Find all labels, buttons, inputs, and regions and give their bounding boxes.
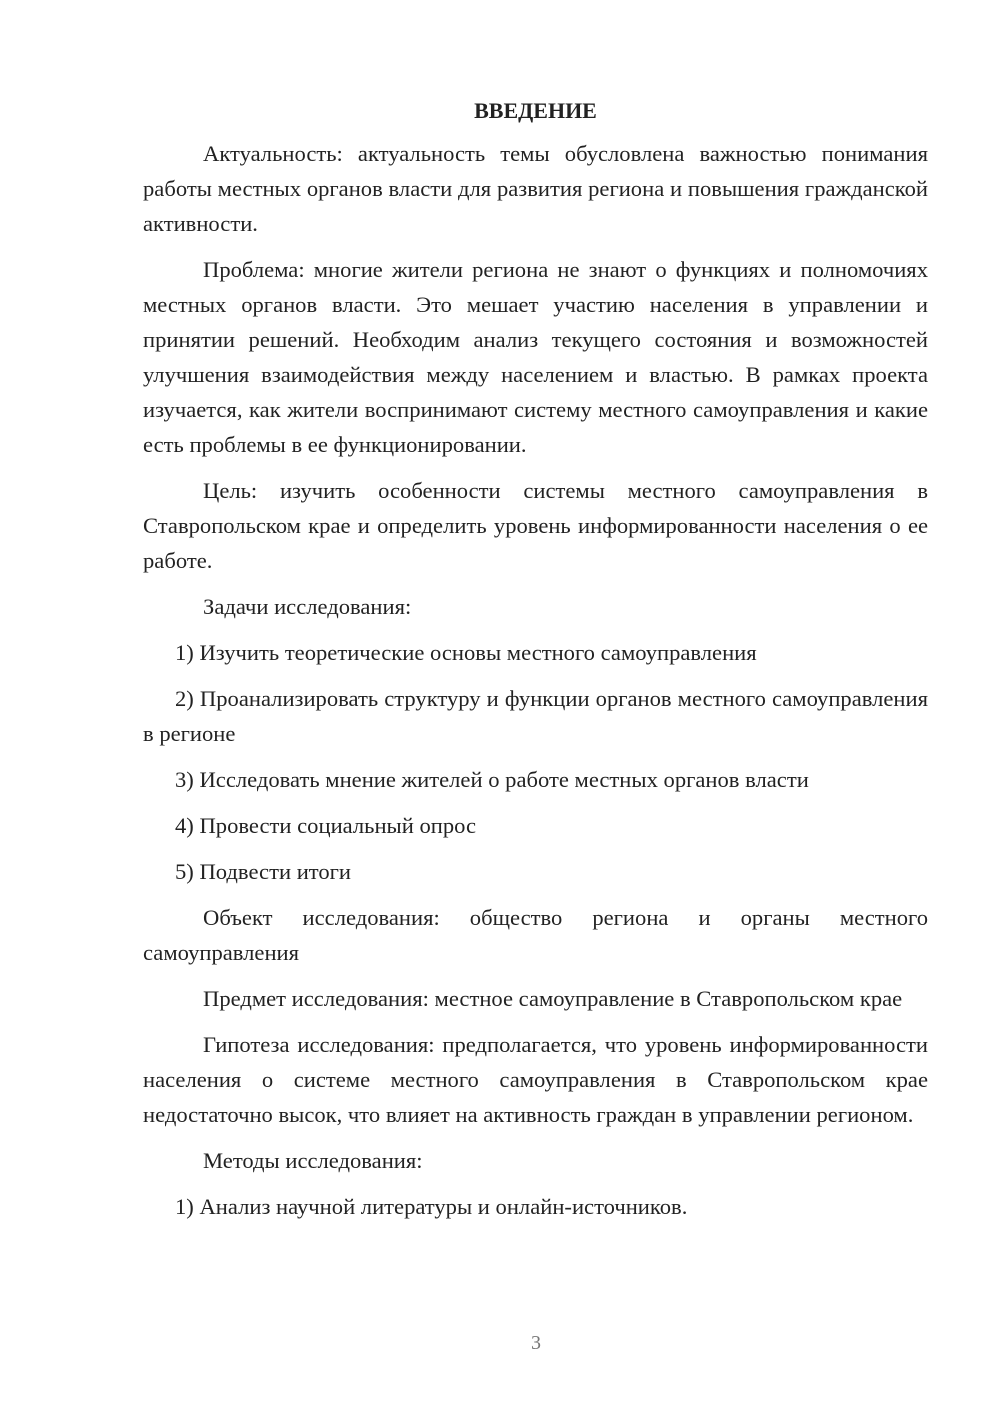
goal-paragraph: Цель: изучить особенности системы местного самоуправления в Ставропольском крае и определить уровень информированности населения о ее работе.: [143, 478, 928, 573]
object-paragraph: Объект исследования: общество региона и органы местного самоуправления: [143, 905, 928, 965]
tasks-heading: Задачи исследования:: [203, 594, 412, 619]
problem-paragraph: Проблема: многие жители региона не знают о функциях и полномочиях местных органов власти. Это мешает участию населения в управлении и принятии решений. Необходим анализ текущего состояния и возможностей улучшения взаимодействия между населением и властью. В рамках проекта изучается, как жители воспринимают систему местного самоуправления и какие есть проблемы в ее функционировании.: [143, 257, 928, 457]
task-item: 3) Исследовать мнение жителей о работе местных органов власти: [175, 767, 809, 792]
page-number: 3: [531, 1332, 541, 1354]
task-item: 5) Подвести итоги: [175, 859, 352, 884]
task-item: 4) Провести социальный опрос: [175, 813, 477, 838]
hypothesis-paragraph: Гипотеза исследования: предполагается, что уровень информированности населения о системе местного самоуправления в Ставропольском крае недостаточно высок, что влияет на активность граждан в управлении регионом.: [143, 1032, 928, 1127]
task-item: 2) Проанализировать структуру и функции органов местного самоуправления в регионе: [143, 686, 928, 746]
methods-heading: Методы исследования:: [203, 1148, 423, 1173]
document-page: [143, 96, 928, 1235]
subject-paragraph: Предмет исследования: местное самоуправление в Ставропольском крае: [203, 986, 903, 1011]
page-title: ВВЕДЕНИЕ: [474, 98, 597, 123]
task-item: 1) Изучить теоретические основы местного самоуправления: [175, 640, 757, 665]
method-item: 1) Анализ научной литературы и онлайн-источников.: [175, 1194, 688, 1219]
relevance-paragraph: Актуальность: актуальность темы обусловлена важностью понимания работы местных органов власти для развития региона и повышения гражданской активности.: [143, 141, 928, 236]
